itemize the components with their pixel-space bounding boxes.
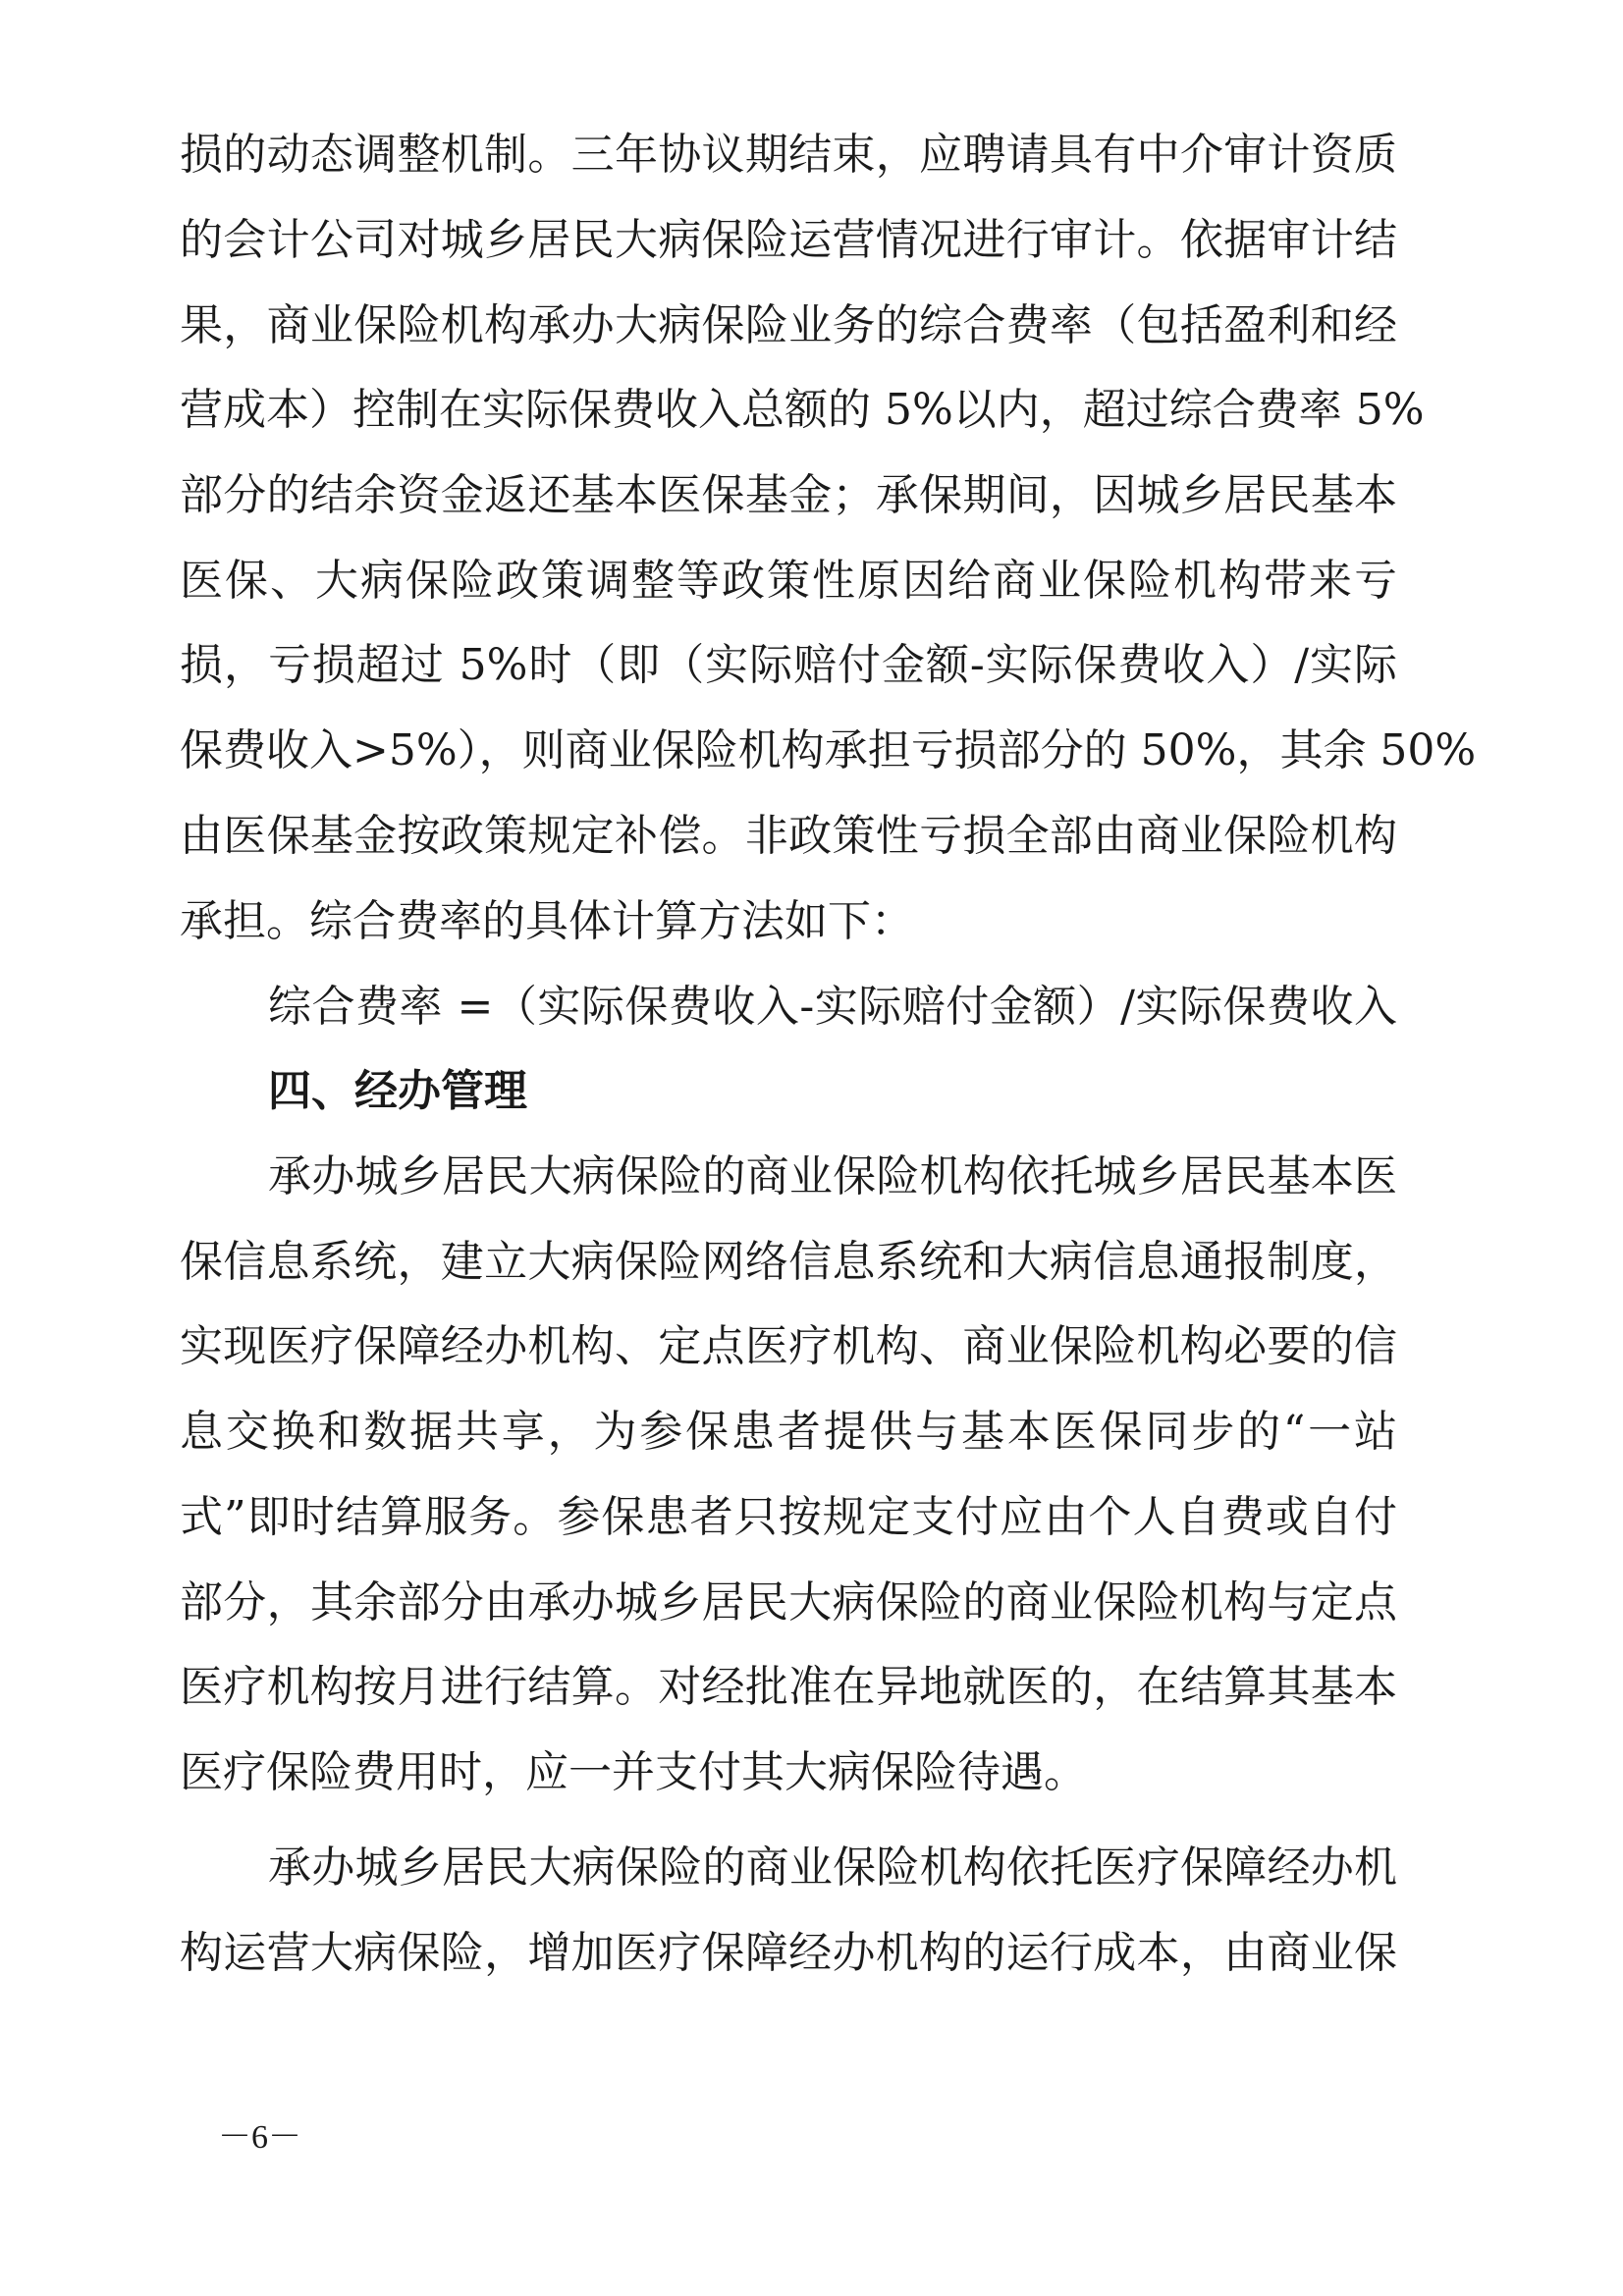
paragraph-line: 部分，其余部分由承办城乡居民大病保险的商业保险机构与定点 <box>180 1577 1397 1628</box>
paragraph-line: 承办城乡居民大病保险的商业保险机构依托医疗保障经办机 <box>268 1842 1397 1893</box>
paragraph-line: 保信息系统，建立大病保险网络信息系统和大病信息通报制度， <box>180 1237 1397 1287</box>
paragraph-line: 医保、大病保险政策调整等政策性原因给商业保险机构带来亏 <box>180 556 1397 606</box>
paragraph-line: 式”即时结算服务。参保患者只按规定支付应由个人自费或自付 <box>180 1492 1397 1542</box>
page-number: －6－ <box>218 2119 301 2156</box>
paragraph-line: 的会计公司对城乡居民大病保险运营情况进行审计。依据审计结 <box>180 215 1397 265</box>
paragraph-line: 营成本）控制在实际保费收入总额的 5%以内，超过综合费率 5% <box>180 385 1425 435</box>
paragraph-line: 部分的结余资金返还基本医保基金；承保期间，因城乡居民基本 <box>180 470 1397 520</box>
paragraph-line: 医疗机构按月进行结算。对经批准在异地就医的，在结算其基本 <box>180 1662 1397 1712</box>
paragraph-line: 损的动态调整机制。三年协议期结束，应聘请具有中介审计资质 <box>180 130 1397 180</box>
paragraph-line: 由医保基金按政策规定补偿。非政策性亏损全部由商业保险机构 <box>180 811 1397 861</box>
paragraph-line: 承办城乡居民大病保险的商业保险机构依托城乡居民基本医 <box>268 1151 1397 1201</box>
paragraph-line: 构运营大病保险，增加医疗保障经办机构的运行成本，由商业保 <box>180 1928 1397 1978</box>
paragraph-line: 承担。综合费率的具体计算方法如下： <box>180 896 914 946</box>
section-heading: 四、经办管理 <box>268 1066 527 1116</box>
paragraph-line: 实现医疗保障经办机构、定点医疗机构、商业保险机构必要的信 <box>180 1321 1397 1371</box>
paragraph-line: 医疗保险费用时，应一并支付其大病保险待遇。 <box>180 1747 1087 1797</box>
formula-line: 综合费率 =（实际保费收入-实际赔付金额）/实际保费收入 <box>268 982 1397 1032</box>
paragraph-line: 保费收入>5%），则商业保险机构承担亏损部分的 50%，其余 50% <box>180 725 1477 775</box>
paragraph-line: 息交换和数据共享，为参保患者提供与基本医保同步的“一站 <box>180 1407 1397 1457</box>
paragraph-line: 果，商业保险机构承办大病保险业务的综合费率（包括盈利和经 <box>180 300 1397 350</box>
paragraph-line: 损，亏损超过 5%时（即（实际赔付金额-实际保费收入）/实际 <box>180 640 1397 690</box>
